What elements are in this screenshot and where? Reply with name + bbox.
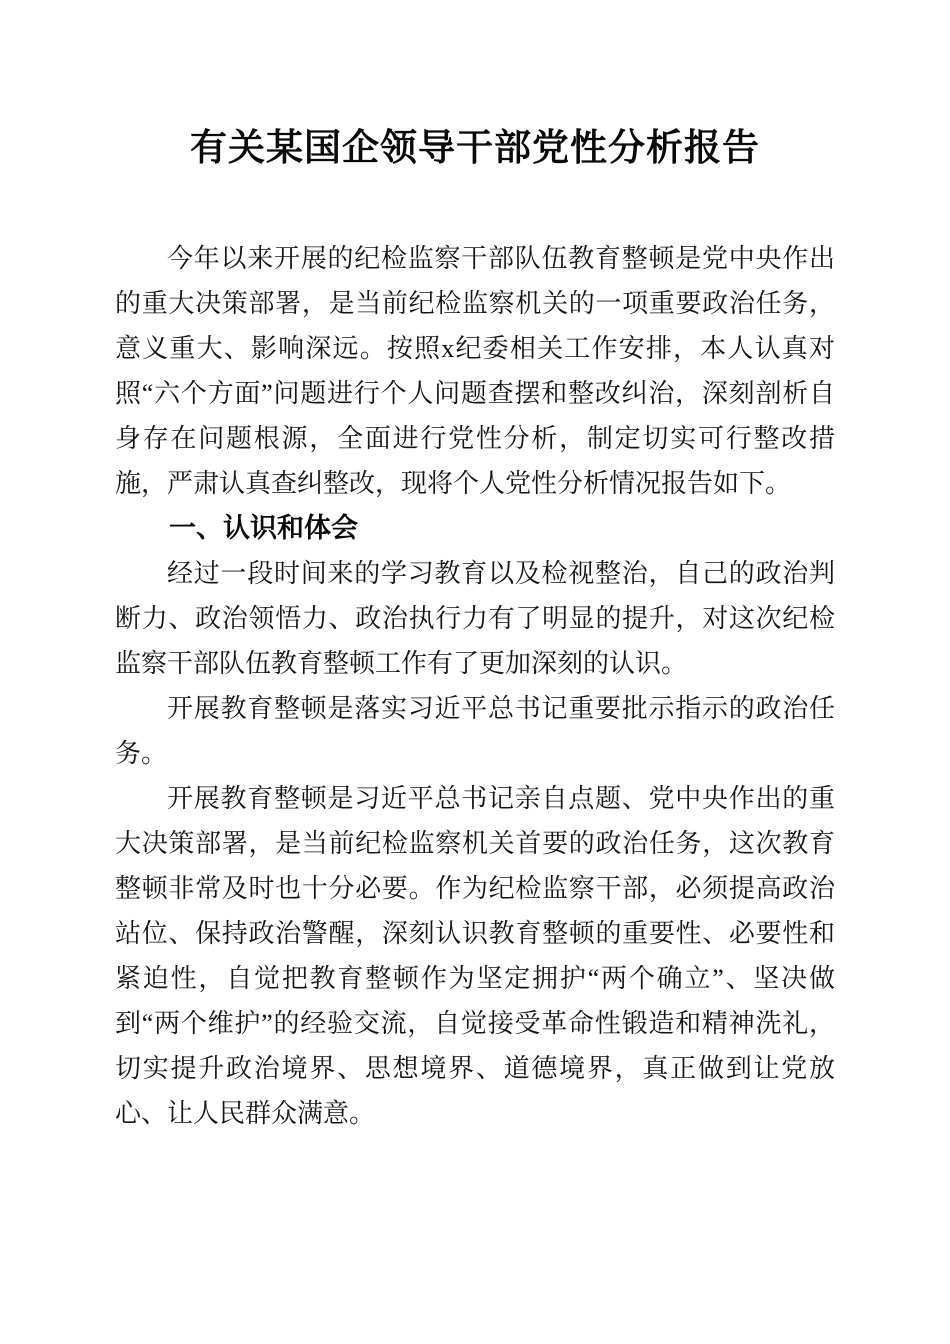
paragraph-political-task: 开展教育整顿是落实习近平总书记重要批示指示的政治任务。 [115, 694, 835, 768]
document-title: 有关某国企领导干部党性分析报告 [190, 128, 760, 169]
paragraph-decision-deployment: 开展教育整顿是习近平总书记亲自点题、党中央作出的重大决策部署，是当前纪检监察机关首要的政治任务，这次教育整顿非常及时也十分必要。作为纪检监察干部，必须提高政治站位、保持政治警醒，深刻认识教育整顿的重要性、必要性和紧迫性，自觉把教育整顿作为坚定拥护“两个确立”、坚决做到“两个维护”的经验交流，自觉接受革命性锻造和精神洗礼，切实提升政治境界、思想境界、道德境界，真正做到让党放心、让人民群众满意。 [115, 784, 835, 1128]
section-heading-1: 一、认识和体会 [169, 513, 358, 543]
paragraph-understanding: 经过一段时间来的学习教育以及检视整治，自己的政治判断力、政治领悟力、政治执行力有了明显的提升，对这次纪检监察干部队伍教育整顿工作有了更加深刻的认识。 [115, 559, 835, 678]
paragraph-intro: 今年以来开展的纪检监察干部队伍教育整顿是党中央作出的重大决策部署，是当前纪检监察机关的一项重要政治任务，意义重大、影响深远。按照x纪委相关工作安排，本人认真对照“六个方面”问题进行个人问题查摆和整改纠治，深刻剖析自身存在问题根源，全面进行党性分析，制定切实可行整改措施，严肃认真查纠整改，现将个人党性分析情况报告如下。 [115, 244, 835, 498]
